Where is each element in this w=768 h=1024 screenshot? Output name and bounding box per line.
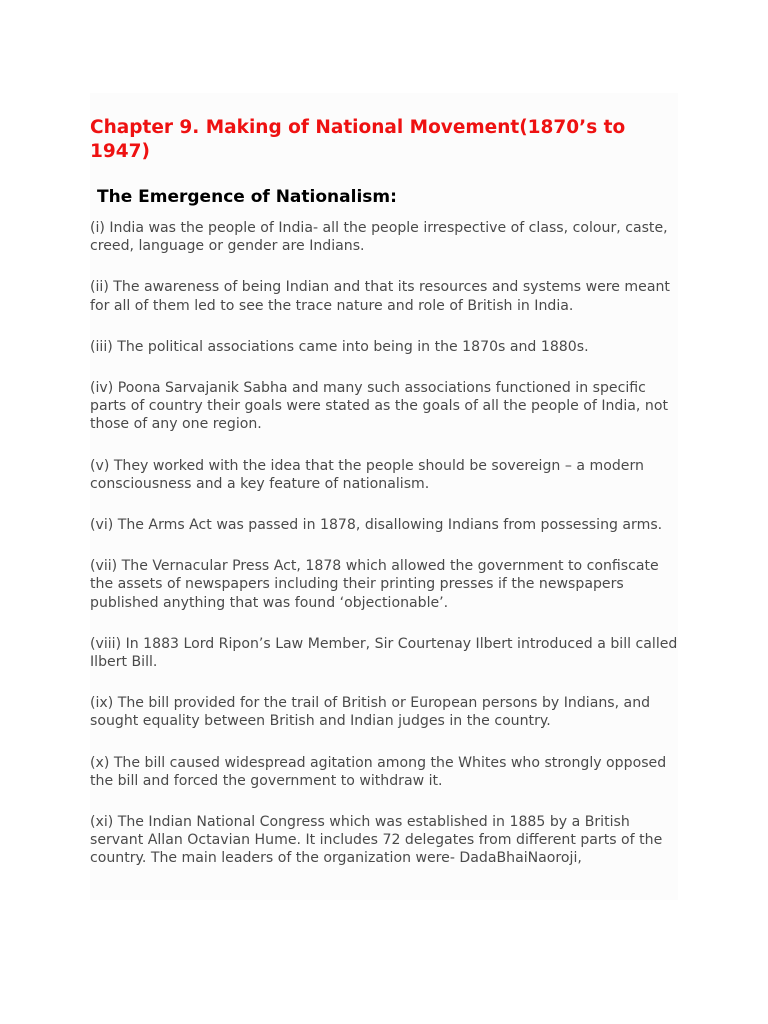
point-item: (x) The bill caused widespread agitation among the Whites who strongly opposed the bill and forced the government to withdraw it. (90, 754, 667, 789)
section-heading: The Emergence of Nationalism: (97, 187, 397, 207)
point-item: (viii) In 1883 Lord Ripon’s Law Member, Sir Courtenay Ilbert introduced a bill called Ilbert Bill. (90, 635, 678, 671)
document-page (90, 93, 678, 900)
point-item: (ix) The bill provided for the trail of British or European persons by Indians, and sought equality between British and Indian judges in the country. (90, 695, 651, 730)
point-item: (xi) The Indian National Congress which was established in 1885 by a British servant Allan Octavian Hume. It includes 72 delegates from different parts of the country. The main leaders of the organization were- DadaBhaiNaoroji, (90, 814, 663, 867)
point-item: (v) They worked with the idea that the people should be sovereign – a modern consciousness and a key feature of nationalism. (90, 457, 644, 492)
point-item: (i) India was the people of India- all the people irrespective of class, colour, caste, creed, language or gender are Indians. (90, 220, 668, 255)
chapter-title: Chapter 9. Making of National Movement(1870’s to 1947) (90, 117, 626, 162)
points-list (90, 208, 678, 868)
point-item: (iv) Poona Sarvajanik Sabha and many such associations functioned in specific parts of country their goals were stated as the goals of all the people of India, not those of any one region. (90, 380, 668, 433)
point-item: (ii) The awareness of being Indian and that its resources and systems were meant for all of them led to see the trace nature and role of British in India. (90, 279, 670, 314)
point-item: (vi) The Arms Act was passed in 1878, disallowing Indians from possessing arms. (90, 517, 663, 534)
point-item: (vii) The Vernacular Press Act, 1878 which allowed the government to confiscate the assets of newspapers including their printing presses if the newspapers published anything that was found ‘objectionable’. (90, 558, 659, 611)
point-item: (iii) The political associations came into being in the 1870s and 1880s. (90, 338, 589, 355)
